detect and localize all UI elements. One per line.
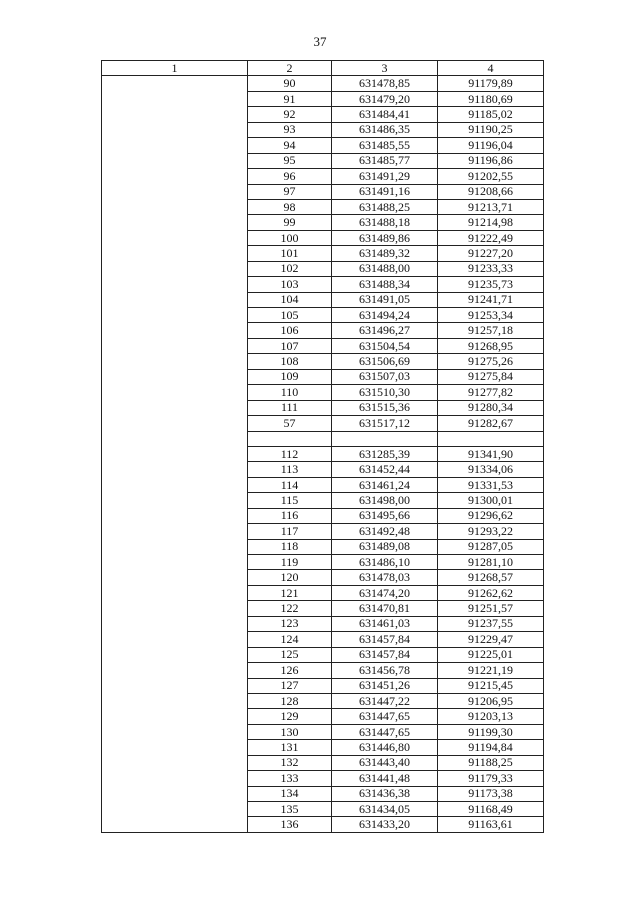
table-row [102, 724, 544, 739]
point-number-cell: 136 [248, 817, 332, 832]
y-coordinate-cell: 91293,22 [438, 524, 544, 539]
point-number-cell: 111 [248, 400, 332, 415]
y-coordinate-cell: 91208,66 [438, 184, 544, 199]
y-coordinate-cell: 91280,34 [438, 400, 544, 415]
table-row [102, 323, 544, 338]
point-number-cell: 124 [248, 632, 332, 647]
point-number-cell: 97 [248, 184, 332, 199]
y-coordinate-cell: 91221,19 [438, 663, 544, 678]
zone-cell [102, 354, 248, 369]
x-coordinate-cell: 631447,22 [332, 693, 438, 708]
y-coordinate-cell: 91222,49 [438, 230, 544, 245]
zone-cell [102, 786, 248, 801]
table-row [102, 230, 544, 245]
x-coordinate-cell: 631488,00 [332, 261, 438, 276]
zone-cell [102, 802, 248, 817]
point-number-cell: 95 [248, 153, 332, 168]
zone-cell [102, 462, 248, 477]
point-number-cell: 109 [248, 369, 332, 384]
zone-cell [102, 138, 248, 153]
table-row [102, 493, 544, 508]
table-row [102, 647, 544, 662]
y-coordinate-cell: 91334,06 [438, 462, 544, 477]
column-header-1: 1 [102, 61, 248, 76]
table-row [102, 539, 544, 554]
x-coordinate-cell: 631461,03 [332, 616, 438, 631]
point-number-cell: 110 [248, 385, 332, 400]
y-coordinate-cell: 91275,26 [438, 354, 544, 369]
y-coordinate-cell: 91179,89 [438, 76, 544, 91]
y-coordinate-cell: 91213,71 [438, 199, 544, 214]
point-number-cell: 99 [248, 215, 332, 230]
x-coordinate-cell: 631451,26 [332, 678, 438, 693]
table-row [102, 122, 544, 137]
table-row [102, 107, 544, 122]
table-row [102, 199, 544, 214]
point-number-cell: 119 [248, 555, 332, 570]
point-number-cell: 98 [248, 199, 332, 214]
zone-cell [102, 493, 248, 508]
point-number-cell: 92 [248, 107, 332, 122]
x-coordinate-cell: 631491,29 [332, 169, 438, 184]
y-coordinate-cell: 91199,30 [438, 724, 544, 739]
point-number-cell [248, 431, 332, 446]
table-row [102, 555, 544, 570]
x-coordinate-cell: 631506,69 [332, 354, 438, 369]
table-row [102, 277, 544, 292]
zone-cell [102, 709, 248, 724]
table-row [102, 354, 544, 369]
y-coordinate-cell: 91173,38 [438, 786, 544, 801]
coordinates-table [101, 60, 544, 833]
table-row [102, 369, 544, 384]
point-number-cell: 125 [248, 647, 332, 662]
x-coordinate-cell: 631486,10 [332, 555, 438, 570]
table-row [102, 261, 544, 276]
table-row [102, 585, 544, 600]
y-coordinate-cell: 91233,33 [438, 261, 544, 276]
zone-cell [102, 771, 248, 786]
table-row [102, 138, 544, 153]
table-row [102, 446, 544, 461]
zone-cell [102, 416, 248, 431]
table-row [102, 246, 544, 261]
x-coordinate-cell: 631498,00 [332, 493, 438, 508]
zone-cell [102, 292, 248, 307]
x-coordinate-cell: 631495,66 [332, 508, 438, 523]
zone-cell [102, 91, 248, 106]
point-number-cell: 105 [248, 308, 332, 323]
point-number-cell: 114 [248, 477, 332, 492]
point-number-cell: 112 [248, 446, 332, 461]
point-number-cell: 103 [248, 277, 332, 292]
zone-cell [102, 632, 248, 647]
zone-cell [102, 539, 248, 554]
zone-cell [102, 277, 248, 292]
point-number-cell: 117 [248, 524, 332, 539]
zone-cell [102, 601, 248, 616]
x-coordinate-cell: 631457,84 [332, 632, 438, 647]
y-coordinate-cell: 91300,01 [438, 493, 544, 508]
x-coordinate-cell: 631504,54 [332, 338, 438, 353]
zone-cell [102, 369, 248, 384]
y-coordinate-cell: 91185,02 [438, 107, 544, 122]
y-coordinate-cell: 91214,98 [438, 215, 544, 230]
zone-cell [102, 400, 248, 415]
zone-cell [102, 308, 248, 323]
point-number-cell: 101 [248, 246, 332, 261]
point-number-cell: 133 [248, 771, 332, 786]
x-coordinate-cell: 631489,08 [332, 539, 438, 554]
x-coordinate-cell: 631507,03 [332, 369, 438, 384]
table-row [102, 308, 544, 323]
zone-cell [102, 246, 248, 261]
x-coordinate-cell: 631485,55 [332, 138, 438, 153]
zone-cell [102, 693, 248, 708]
x-coordinate-cell: 631285,39 [332, 446, 438, 461]
table-row [102, 740, 544, 755]
point-number-cell: 102 [248, 261, 332, 276]
x-coordinate-cell: 631491,05 [332, 292, 438, 307]
y-coordinate-cell: 91253,34 [438, 308, 544, 323]
x-coordinate-cell: 631447,65 [332, 709, 438, 724]
x-coordinate-cell: 631434,05 [332, 802, 438, 817]
point-number-cell: 134 [248, 786, 332, 801]
point-number-cell: 91 [248, 91, 332, 106]
point-number-cell: 129 [248, 709, 332, 724]
x-coordinate-cell: 631485,77 [332, 153, 438, 168]
table-row [102, 802, 544, 817]
x-coordinate-cell: 631479,20 [332, 91, 438, 106]
table-row [102, 524, 544, 539]
point-number-cell: 104 [248, 292, 332, 307]
y-coordinate-cell: 91196,86 [438, 153, 544, 168]
zone-cell [102, 570, 248, 585]
point-number-cell: 135 [248, 802, 332, 817]
x-coordinate-cell: 631496,27 [332, 323, 438, 338]
x-coordinate-cell: 631486,35 [332, 122, 438, 137]
table-row [102, 693, 544, 708]
y-coordinate-cell: 91190,25 [438, 122, 544, 137]
y-coordinate-cell: 91225,01 [438, 647, 544, 662]
table-row [102, 153, 544, 168]
x-coordinate-cell: 631474,20 [332, 585, 438, 600]
zone-cell [102, 663, 248, 678]
y-coordinate-cell: 91281,10 [438, 555, 544, 570]
y-coordinate-cell: 91196,04 [438, 138, 544, 153]
y-coordinate-cell: 91282,67 [438, 416, 544, 431]
y-coordinate-cell [438, 431, 544, 446]
zone-cell [102, 338, 248, 353]
x-coordinate-cell: 631441,48 [332, 771, 438, 786]
zone-cell [102, 616, 248, 631]
zone-cell [102, 385, 248, 400]
x-coordinate-cell: 631489,32 [332, 246, 438, 261]
zone-cell [102, 261, 248, 276]
x-coordinate-cell: 631515,36 [332, 400, 438, 415]
page-number: 37 [313, 34, 327, 49]
x-coordinate-cell: 631491,16 [332, 184, 438, 199]
x-coordinate-cell: 631461,24 [332, 477, 438, 492]
point-number-cell: 122 [248, 601, 332, 616]
zone-cell [102, 184, 248, 199]
point-number-cell: 120 [248, 570, 332, 585]
column-header-4: 4 [438, 61, 544, 76]
y-coordinate-cell: 91203,13 [438, 709, 544, 724]
y-coordinate-cell: 91251,57 [438, 601, 544, 616]
y-coordinate-cell: 91202,55 [438, 169, 544, 184]
point-number-cell: 130 [248, 724, 332, 739]
zone-cell [102, 169, 248, 184]
point-number-cell: 106 [248, 323, 332, 338]
x-coordinate-cell: 631488,18 [332, 215, 438, 230]
y-coordinate-cell: 91262,62 [438, 585, 544, 600]
table-row [102, 184, 544, 199]
x-coordinate-cell: 631478,03 [332, 570, 438, 585]
table-row [102, 678, 544, 693]
x-coordinate-cell: 631488,34 [332, 277, 438, 292]
y-coordinate-cell: 91268,95 [438, 338, 544, 353]
table-row [102, 477, 544, 492]
point-number-cell: 96 [248, 169, 332, 184]
x-coordinate-cell: 631447,65 [332, 724, 438, 739]
x-coordinate-cell: 631494,24 [332, 308, 438, 323]
x-coordinate-cell: 631457,84 [332, 647, 438, 662]
zone-cell [102, 122, 248, 137]
y-coordinate-cell: 91275,84 [438, 369, 544, 384]
point-number-cell: 121 [248, 585, 332, 600]
point-number-cell: 90 [248, 76, 332, 91]
column-header-2: 2 [248, 61, 332, 76]
y-coordinate-cell: 91206,95 [438, 693, 544, 708]
zone-cell [102, 107, 248, 122]
zone-cell [102, 431, 248, 446]
table-row [102, 431, 544, 446]
point-number-cell: 113 [248, 462, 332, 477]
x-coordinate-cell: 631436,38 [332, 786, 438, 801]
y-coordinate-cell: 91227,20 [438, 246, 544, 261]
x-coordinate-cell: 631492,48 [332, 524, 438, 539]
table-row [102, 817, 544, 832]
table-row [102, 76, 544, 91]
point-number-cell: 118 [248, 539, 332, 554]
table-row [102, 786, 544, 801]
table-row [102, 616, 544, 631]
point-number-cell: 94 [248, 138, 332, 153]
point-number-cell: 57 [248, 416, 332, 431]
table-row [102, 601, 544, 616]
y-coordinate-cell: 91215,45 [438, 678, 544, 693]
x-coordinate-cell: 631517,12 [332, 416, 438, 431]
y-coordinate-cell: 91180,69 [438, 91, 544, 106]
zone-cell [102, 446, 248, 461]
zone-cell [102, 215, 248, 230]
point-number-cell: 115 [248, 493, 332, 508]
y-coordinate-cell: 91341,90 [438, 446, 544, 461]
zone-cell [102, 555, 248, 570]
point-number-cell: 131 [248, 740, 332, 755]
y-coordinate-cell: 91277,82 [438, 385, 544, 400]
x-coordinate-cell: 631489,86 [332, 230, 438, 245]
table-row [102, 91, 544, 106]
table-row [102, 215, 544, 230]
y-coordinate-cell: 91229,47 [438, 632, 544, 647]
point-number-cell: 108 [248, 354, 332, 369]
y-coordinate-cell: 91163,61 [438, 817, 544, 832]
point-number-cell: 116 [248, 508, 332, 523]
point-number-cell: 100 [248, 230, 332, 245]
zone-cell [102, 76, 248, 91]
y-coordinate-cell: 91194,84 [438, 740, 544, 755]
y-coordinate-cell: 91241,71 [438, 292, 544, 307]
y-coordinate-cell: 91237,55 [438, 616, 544, 631]
table-row [102, 709, 544, 724]
x-coordinate-cell: 631456,78 [332, 663, 438, 678]
point-number-cell: 123 [248, 616, 332, 631]
table-row [102, 416, 544, 431]
y-coordinate-cell: 91331,53 [438, 477, 544, 492]
table-row [102, 771, 544, 786]
x-coordinate-cell: 631443,40 [332, 755, 438, 770]
zone-cell [102, 524, 248, 539]
table-row [102, 385, 544, 400]
zone-cell [102, 199, 248, 214]
table-row [102, 663, 544, 678]
x-coordinate-cell: 631470,81 [332, 601, 438, 616]
table-row [102, 292, 544, 307]
x-coordinate-cell: 631452,44 [332, 462, 438, 477]
zone-cell [102, 585, 248, 600]
x-coordinate-cell: 631510,30 [332, 385, 438, 400]
zone-cell [102, 740, 248, 755]
y-coordinate-cell: 91257,18 [438, 323, 544, 338]
column-header-3: 3 [332, 61, 438, 76]
zone-cell [102, 323, 248, 338]
zone-cell [102, 755, 248, 770]
table-row [102, 169, 544, 184]
table-row [102, 508, 544, 523]
table-row [102, 338, 544, 353]
zone-cell [102, 230, 248, 245]
table-header-row [102, 61, 544, 76]
y-coordinate-cell: 91179,33 [438, 771, 544, 786]
x-coordinate-cell: 631488,25 [332, 199, 438, 214]
zone-cell [102, 817, 248, 832]
zone-cell [102, 153, 248, 168]
point-number-cell: 107 [248, 338, 332, 353]
point-number-cell: 132 [248, 755, 332, 770]
x-coordinate-cell: 631433,20 [332, 817, 438, 832]
x-coordinate-cell [332, 431, 438, 446]
point-number-cell: 126 [248, 663, 332, 678]
x-coordinate-cell: 631478,85 [332, 76, 438, 91]
y-coordinate-cell: 91268,57 [438, 570, 544, 585]
table-row [102, 755, 544, 770]
zone-cell [102, 678, 248, 693]
x-coordinate-cell: 631446,80 [332, 740, 438, 755]
point-number-cell: 127 [248, 678, 332, 693]
x-coordinate-cell: 631484,41 [332, 107, 438, 122]
zone-cell [102, 477, 248, 492]
zone-cell [102, 508, 248, 523]
table-body [102, 76, 544, 832]
y-coordinate-cell: 91188,25 [438, 755, 544, 770]
y-coordinate-cell: 91235,73 [438, 277, 544, 292]
table-row [102, 570, 544, 585]
table-row [102, 462, 544, 477]
zone-cell [102, 647, 248, 662]
table-row [102, 632, 544, 647]
y-coordinate-cell: 91296,62 [438, 508, 544, 523]
y-coordinate-cell: 91168,49 [438, 802, 544, 817]
y-coordinate-cell: 91287,05 [438, 539, 544, 554]
table-row [102, 400, 544, 415]
point-number-cell: 93 [248, 122, 332, 137]
point-number-cell: 128 [248, 693, 332, 708]
zone-cell [102, 724, 248, 739]
